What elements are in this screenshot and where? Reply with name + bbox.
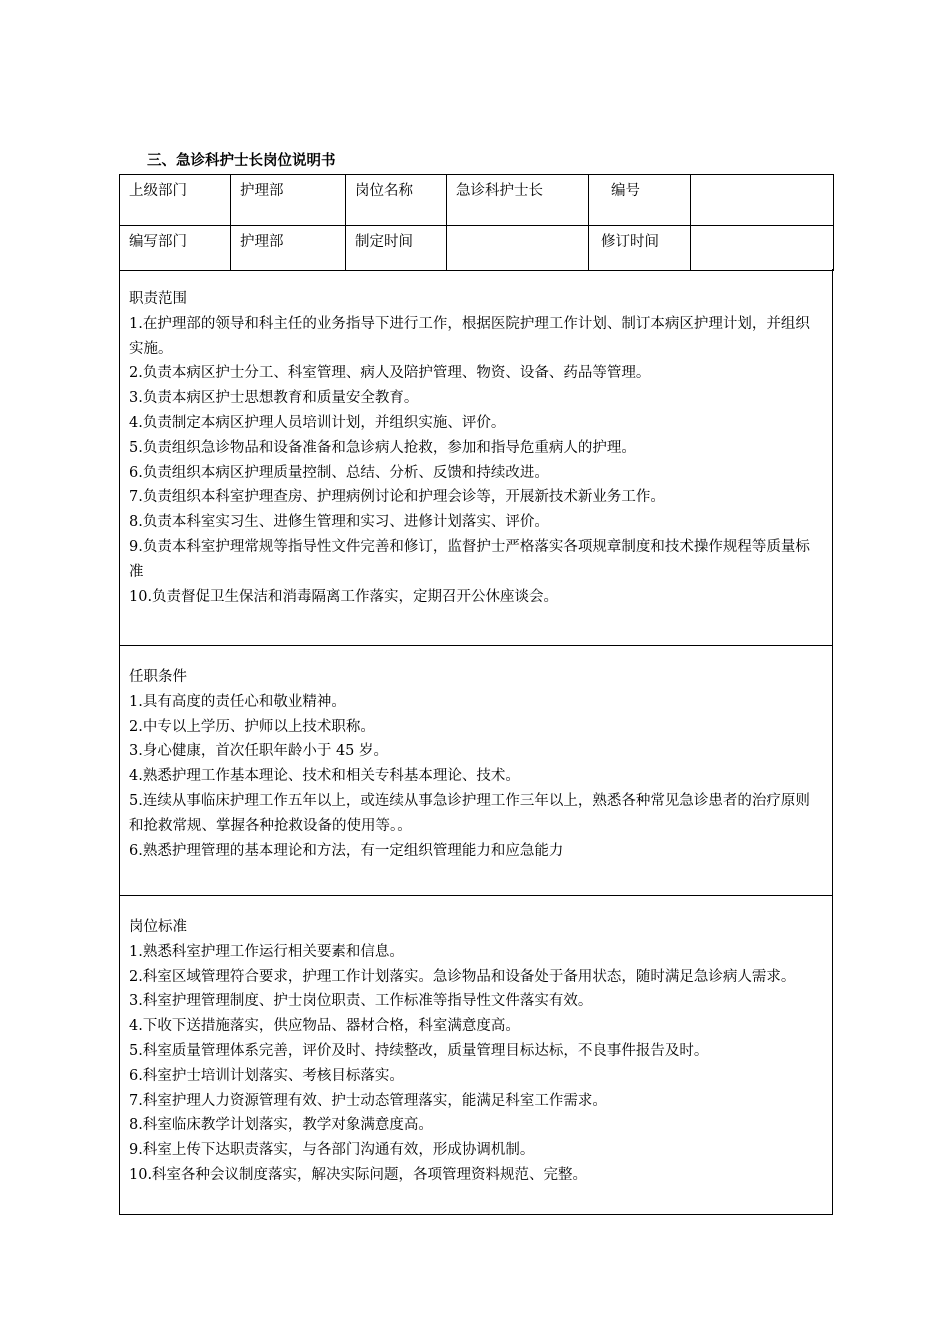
qualification-item: 2.中专以上学历、护师以上技术职称。 (129, 718, 375, 735)
duty-item: 7.负责组织本科室护理查房、护理病例讨论和护理会诊等，开展新技术新业务工作。 (129, 489, 665, 506)
standard-item: 1.熟悉科室护理工作运行相关要素和信息。 (129, 943, 404, 960)
revised-time-value (691, 226, 834, 271)
compiling-dept-label: 编写部门 (120, 226, 231, 271)
duty-item: 8.负责本科室实习生、进修生管理和实习、进修计划落实、评价。 (129, 514, 549, 531)
qualification-item: 6.熟悉护理管理的基本理论和方法，有一定组织管理能力和应急能力 (129, 842, 564, 859)
duty-item: 1.在护理部的领导和科主任的业务指导下进行工作，根据医院护理工作计划、制订本病区护理计划，并组织实施。 (129, 315, 810, 357)
duty-item: 6.负责组织本病区护理质量控制、总结、分析、反馈和持续改进。 (129, 464, 549, 481)
standard-item: 8.科室临床教学计划落实，教学对象满意度高。 (129, 1117, 433, 1134)
duties-heading: 职责范围 (129, 291, 187, 307)
superior-dept-label: 上级部门 (120, 175, 231, 226)
created-time-label: 制定时间 (346, 226, 447, 271)
number-label: 编号 (589, 175, 691, 226)
created-time-value (447, 226, 589, 271)
duty-item: 9.负责本科室护理常规等指导性文件完善和修订，监督护士严格落实各项规章制度和技术操作规程等质量标准 (129, 538, 810, 580)
document-title: 三、急诊科护士长岗位说明书 (147, 153, 336, 169)
duty-item: 4.负责制定本病区护理人员培训计划，并组织实施、评价。 (129, 414, 506, 431)
standard-item: 7.科室护理人力资源管理有效、护士动态管理落实，能满足科室工作需求。 (129, 1092, 607, 1109)
duties-section (119, 269, 833, 646)
qualifications-heading: 任职条件 (129, 669, 187, 685)
standards-section (119, 895, 833, 1215)
position-name-label: 岗位名称 (346, 175, 447, 226)
qualifications-section (119, 645, 833, 896)
revised-time-label: 修订时间 (589, 226, 691, 271)
standards-heading: 岗位标准 (129, 919, 187, 935)
standard-item: 6.科室护士培训计划落实、考核目标落实。 (129, 1067, 404, 1084)
superior-dept-value: 护理部 (231, 175, 346, 226)
duty-item: 5.负责组织急诊物品和设备准备和急诊病人抢救，参加和指导危重病人的护理。 (129, 439, 636, 456)
compiling-dept-value: 护理部 (231, 226, 346, 271)
standard-item: 10.科室各种会议制度落实，解决实际问题，各项管理资料规范、完整。 (129, 1166, 588, 1183)
job-info-table (119, 174, 834, 271)
standard-item: 3.科室护理管理制度、护士岗位职责、工作标准等指导性文件落实有效。 (129, 993, 593, 1010)
duty-item: 2.负责本病区护士分工、科室管理、病人及陪护管理、物资、设备、药品等管理。 (129, 365, 651, 382)
standard-item: 4.下收下送措施落实，供应物品、器材合格，科室满意度高。 (129, 1018, 520, 1035)
qualification-item: 4.熟悉护理工作基本理论、技术和相关专科基本理论、技术。 (129, 768, 520, 785)
standard-item: 5.科室质量管理体系完善，评价及时、持续整改，质量管理目标达标，不良事件报告及时。 (129, 1042, 709, 1059)
info-row-1 (120, 175, 834, 226)
info-row-2 (120, 226, 834, 271)
duty-item: 10.负责督促卫生保洁和消毒隔离工作落实，定期召开公休座谈会。 (129, 588, 559, 605)
position-name-value: 急诊科护士长 (447, 175, 589, 226)
standard-item: 2.科室区域管理符合要求，护理工作计划落实。急诊物品和设备处于备用状态，随时满足急诊病人需求。 (129, 968, 796, 985)
qualification-item: 1.具有高度的责任心和敬业精神。 (129, 693, 346, 710)
number-value (691, 175, 834, 226)
qualification-item: 5.连续从事临床护理工作五年以上，或连续从事急诊护理工作三年以上，熟悉各种常见急诊患者的治疗原则和抢救常规、掌握各种抢救设备的使用等。。 (129, 792, 810, 834)
standard-item: 9.科室上传下达职责落实，与各部门沟通有效，形成协调机制。 (129, 1142, 535, 1159)
qualification-item: 3.身心健康，首次任职年龄小于 45 岁。 (129, 743, 389, 760)
duty-item: 3.负责本病区护士思想教育和质量安全教育。 (129, 390, 419, 407)
